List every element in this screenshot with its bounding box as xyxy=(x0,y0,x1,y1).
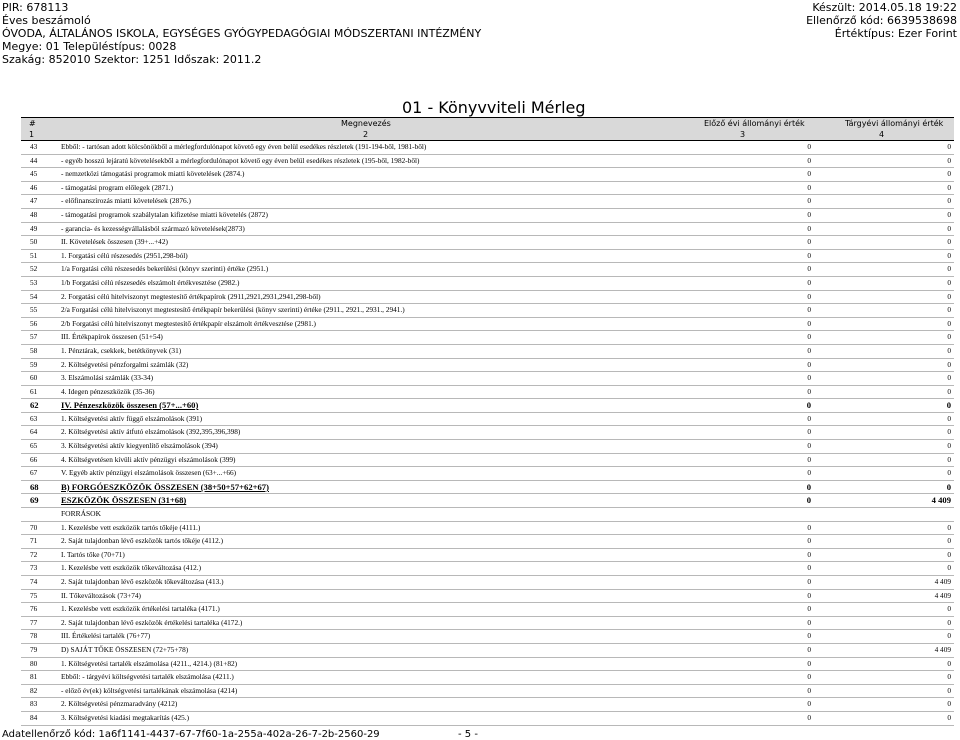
table-row xyxy=(21,671,954,685)
sector-line: Szakág: 852010 Szektor: 1251 Időszak: 2011.2 xyxy=(2,53,262,66)
row-label: V. Egyéb aktív pénzügyi elszámolások összesen (63+...+66) xyxy=(61,468,237,478)
row-number: 57 xyxy=(30,332,38,342)
page-number: - 5 - xyxy=(458,729,478,740)
table-row xyxy=(21,576,954,590)
row-prev-value: 0 xyxy=(807,345,811,355)
row-curr-value: 0 xyxy=(947,631,951,641)
row-number: 54 xyxy=(30,291,38,301)
table-row xyxy=(21,155,954,169)
row-label: 1/b Forgatási célú részesedés elszámolt értékvesztése (2982.) xyxy=(61,277,240,287)
row-label: 1. Forgatási célú részesedés (2951,298-ból) xyxy=(61,250,188,260)
table-row xyxy=(21,399,954,413)
row-number: 77 xyxy=(30,617,38,627)
row-label: 1. Költségvetési tartalék elszámolása (4211., 4214.) (81+82) xyxy=(61,658,238,668)
row-curr-value: 0 xyxy=(947,427,951,437)
row-curr-value: 0 xyxy=(947,386,951,396)
table-body xyxy=(21,141,954,726)
row-label: 1. Költségvetési aktív függő elszámolások (391) xyxy=(61,413,203,423)
row-prev-value: 0 xyxy=(806,495,811,506)
row-label: 2. Forgatási célú hitelviszonyt megtestesítő értékpapírok (2911,2921,2931,2941,298-ből) xyxy=(61,291,321,301)
row-curr-value: 0 xyxy=(947,563,951,573)
row-curr-value: 0 xyxy=(947,373,951,383)
row-prev-value: 0 xyxy=(807,685,811,695)
created-line: Készült: 2014.05.18 19:22 xyxy=(812,1,957,14)
row-number: 52 xyxy=(30,264,38,274)
row-curr-value: 4 409 xyxy=(931,495,951,506)
row-number: 81 xyxy=(30,672,38,682)
row-curr-value: 0 xyxy=(947,250,951,260)
row-label: 2. Saját tulajdonban lévő eszközök értékelési tartaléka (4172.) xyxy=(61,617,243,627)
row-curr-value: 0 xyxy=(947,277,951,287)
institution-name-line: ÓVODA, ÁLTALÁNOS ISKOLA, EGYSÉGES GYÓGYPEDAGÓGIAI MÓDSZERTANI INTÉZMÉNY xyxy=(2,27,482,40)
row-prev-value: 0 xyxy=(807,318,811,328)
row-curr-value: 0 xyxy=(947,522,951,532)
row-prev-value: 0 xyxy=(807,712,811,722)
table-row xyxy=(21,236,954,250)
row-prev-value: 0 xyxy=(807,359,811,369)
row-number: 46 xyxy=(30,182,38,192)
table-row xyxy=(21,386,954,400)
row-prev-value: 0 xyxy=(807,264,811,274)
row-curr-value: 0 xyxy=(947,454,951,464)
row-number: 51 xyxy=(30,250,38,260)
col-index-1: 1 xyxy=(29,130,35,139)
row-label: 1. Pénztárak, csekkek, betétkönyvek (31) xyxy=(61,345,182,355)
row-number: 53 xyxy=(30,277,38,287)
row-label: 2/b Forgatási célú hitelviszonyt megtestesítő értékpapír elszámolt értékvesztése (2981.) xyxy=(61,318,316,328)
row-curr-value: 0 xyxy=(947,658,951,668)
check-code-line: Ellenőrző kód: 6639538698 xyxy=(806,14,957,27)
row-prev-value: 0 xyxy=(807,277,811,287)
row-label: Ebből: - tárgyévi költségvetési tartalék elszámolása (4211.) xyxy=(61,672,234,682)
row-prev-value: 0 xyxy=(807,373,811,383)
row-curr-value: 0 xyxy=(947,712,951,722)
col-header-no: # xyxy=(29,119,36,128)
row-curr-value: 0 xyxy=(947,685,951,695)
row-label: 3. Elszámolási számlák (33-34) xyxy=(61,373,153,383)
row-number: 62 xyxy=(30,400,39,411)
row-curr-value: 4 409 xyxy=(934,644,951,654)
table-row xyxy=(21,454,954,468)
row-label: - támogatási program előlegek (2871.) xyxy=(61,182,174,192)
row-number: 72 xyxy=(30,549,38,559)
row-prev-value: 0 xyxy=(807,413,811,423)
row-curr-value: 0 xyxy=(947,264,951,274)
row-number: 56 xyxy=(30,318,38,328)
row-prev-value: 0 xyxy=(807,617,811,627)
row-curr-value: 0 xyxy=(947,223,951,233)
row-prev-value: 0 xyxy=(806,400,811,411)
row-number: 75 xyxy=(30,590,38,600)
row-label: III. Értékpapírok összesen (51+54) xyxy=(61,332,163,342)
row-number: 63 xyxy=(30,413,38,423)
row-label: 1. Kezelésbe vett eszközök értékelési tartaléka (4171.) xyxy=(61,604,220,614)
table-row xyxy=(21,209,954,223)
row-number: 50 xyxy=(30,237,38,247)
table-row xyxy=(21,263,954,277)
row-prev-value: 0 xyxy=(807,332,811,342)
header-right xyxy=(806,1,957,40)
row-label: ESZKÖZÖK ÖSSZESEN (31+68) xyxy=(61,495,187,506)
table-row xyxy=(21,685,954,699)
table-row xyxy=(21,590,954,604)
row-number: 67 xyxy=(30,468,38,478)
table-row xyxy=(21,630,954,644)
row-curr-value: 0 xyxy=(947,468,951,478)
row-curr-value: 0 xyxy=(946,400,951,411)
table-row xyxy=(21,603,954,617)
table-row xyxy=(21,195,954,209)
table-row xyxy=(21,223,954,237)
table-row xyxy=(21,467,954,481)
table-row xyxy=(21,481,954,495)
row-curr-value: 0 xyxy=(947,169,951,179)
row-curr-value: 4 409 xyxy=(934,590,951,600)
table-row xyxy=(21,562,954,576)
row-curr-value: 0 xyxy=(947,209,951,219)
row-number: 79 xyxy=(30,644,38,654)
row-prev-value: 0 xyxy=(807,590,811,600)
row-curr-value: 0 xyxy=(947,305,951,315)
row-number: 43 xyxy=(30,142,38,151)
row-prev-value: 0 xyxy=(807,386,811,396)
row-prev-value: 0 xyxy=(807,441,811,451)
row-number: 78 xyxy=(30,631,38,641)
row-number: 44 xyxy=(30,155,38,165)
row-prev-value: 0 xyxy=(807,631,811,641)
row-label: - támogatási programok szabálytalan kifizetése miatti követelés (2872) xyxy=(61,209,268,219)
row-prev-value: 0 xyxy=(807,305,811,315)
table-row xyxy=(21,304,954,318)
row-prev-value: 0 xyxy=(807,563,811,573)
table-row xyxy=(21,372,954,386)
row-label: - előfinanszírozás miatti követelések (2876.) xyxy=(61,196,191,206)
row-curr-value: 0 xyxy=(947,142,951,151)
table-row xyxy=(21,535,954,549)
row-curr-value: 0 xyxy=(947,196,951,206)
row-label: 2. Költségvetési aktív átfutó elszámolások (392,395,396,398) xyxy=(61,427,241,437)
row-number: 59 xyxy=(30,359,38,369)
table-row xyxy=(21,250,954,264)
row-number: 47 xyxy=(30,196,38,206)
table-row xyxy=(21,141,954,155)
row-prev-value: 0 xyxy=(807,196,811,206)
table-row xyxy=(21,291,954,305)
row-prev-value: 0 xyxy=(807,291,811,301)
row-number: 73 xyxy=(30,563,38,573)
row-label: 1. Kezelésbe vett eszközök tartós tőkéje (4111.) xyxy=(61,522,201,532)
row-prev-value: 0 xyxy=(807,644,811,654)
row-number: 66 xyxy=(30,454,38,464)
row-prev-value: 0 xyxy=(807,169,811,179)
row-prev-value: 0 xyxy=(807,250,811,260)
row-curr-value: 0 xyxy=(947,413,951,423)
table-row xyxy=(21,413,954,427)
table-row xyxy=(21,658,954,672)
row-curr-value: 0 xyxy=(947,359,951,369)
row-prev-value: 0 xyxy=(807,536,811,546)
table-row xyxy=(21,644,954,658)
row-prev-value: 0 xyxy=(807,155,811,165)
row-label: Ebből: - tartósan adott kölcsönökből a mérlegfordulónapot követő egy éven belül esedékes részletek (191-194-ből, 1981-ből) xyxy=(61,142,427,151)
table-row xyxy=(21,168,954,182)
row-prev-value: 0 xyxy=(807,237,811,247)
row-prev-value: 0 xyxy=(806,481,811,492)
row-number: 69 xyxy=(30,495,39,506)
row-label: 4. Költségvetésen kívüli aktív pénzügyi elszámolások (399) xyxy=(61,454,236,464)
row-prev-value: 0 xyxy=(807,549,811,559)
table-row xyxy=(21,494,954,508)
table-row xyxy=(21,318,954,332)
row-label: 1. Kezelésbe vett eszközök tőkeváltozása (412.) xyxy=(61,563,202,573)
table-row xyxy=(21,277,954,291)
row-number: 60 xyxy=(30,373,38,383)
row-label: - egyéb hosszú lejáratú követelésekből a mérlegfordulónapot követő egy éven belül esedékes részletek (195-ből, 1982-ből) xyxy=(61,155,420,165)
col-index-4: 4 xyxy=(879,130,885,139)
row-number: 61 xyxy=(30,386,38,396)
row-prev-value: 0 xyxy=(807,522,811,532)
col-index-3: 3 xyxy=(740,130,746,139)
row-label: - előző év(ek) költségvetési tartalékának elszámolása (4214) xyxy=(61,685,238,695)
row-prev-value: 0 xyxy=(807,604,811,614)
row-label: 3. Költségvetési aktív kiegyenlítő elszámolások (394) xyxy=(61,441,218,451)
row-curr-value: 0 xyxy=(947,237,951,247)
report-type-line: Éves beszámoló xyxy=(2,14,91,27)
row-number: 49 xyxy=(30,223,38,233)
row-number: 76 xyxy=(30,604,38,614)
page-title: 01 - Könyvviteli Mérleg xyxy=(402,98,586,117)
col-index-2: 2 xyxy=(363,130,369,139)
row-label: B) FORGÓESZKÖZÖK ÖSSZESEN (38+50+57+62+67) xyxy=(61,481,269,492)
table-row xyxy=(21,508,954,522)
row-label: 4. Idegen pénzeszközök (35-36) xyxy=(61,386,155,396)
county-line: Megye: 01 Településtípus: 0028 xyxy=(2,40,177,53)
row-curr-value: 0 xyxy=(947,699,951,709)
row-prev-value: 0 xyxy=(807,699,811,709)
row-label: 3. Költségvetési kiadási megtakarítás (425.) xyxy=(61,712,190,722)
row-number: 71 xyxy=(30,536,38,546)
row-curr-value: 0 xyxy=(947,604,951,614)
table-row xyxy=(21,549,954,563)
row-number: 65 xyxy=(30,441,38,451)
row-label: II. Tőkeváltozások (73+74) xyxy=(61,590,141,600)
row-prev-value: 0 xyxy=(807,658,811,668)
row-label: D) SAJÁT TŐKE ÖSSZESEN (72+75+78) xyxy=(61,644,189,654)
table-row xyxy=(21,440,954,454)
row-curr-value: 0 xyxy=(947,617,951,627)
row-number: 58 xyxy=(30,345,38,355)
row-curr-value: 0 xyxy=(947,345,951,355)
row-curr-value: 0 xyxy=(947,441,951,451)
col-header-prev: Előző évi állományi érték xyxy=(704,119,805,128)
row-label: 2. Saját tulajdonban lévő eszközök tartós tőkéje (4112.) xyxy=(61,536,224,546)
row-prev-value: 0 xyxy=(807,454,811,464)
balance-table xyxy=(21,117,954,726)
row-prev-value: 0 xyxy=(807,468,811,478)
row-label: III. Értékelési tartalék (76+77) xyxy=(61,631,151,641)
row-label: 2. Költségvetési pénzmaradvány (4212) xyxy=(61,699,178,709)
row-label: II. Követelések összesen (39+...+42) xyxy=(61,237,168,247)
row-prev-value: 0 xyxy=(807,209,811,219)
table-row xyxy=(21,331,954,345)
table-row xyxy=(21,522,954,536)
row-label: 1/a Forgatási célú részesedés bekerülési (könyv szerinti) értéke (2951.) xyxy=(61,264,269,274)
row-prev-value: 0 xyxy=(807,223,811,233)
row-number: 83 xyxy=(30,699,38,709)
row-number: 45 xyxy=(30,169,38,179)
validation-code: Adatellenőrző kód: 1a6f1141-4437-67-7f60-1a-255a-402a-26-7-2b-2560-29 xyxy=(2,729,380,740)
row-number: 70 xyxy=(30,522,38,532)
table-row xyxy=(21,359,954,373)
table-row xyxy=(21,698,954,712)
row-prev-value: 0 xyxy=(807,182,811,192)
row-curr-value: 0 xyxy=(947,182,951,192)
pir-line: PIR: 678113 xyxy=(2,1,69,14)
table-row xyxy=(21,712,954,726)
row-prev-value: 0 xyxy=(807,577,811,586)
table-row xyxy=(21,426,954,440)
row-curr-value: 0 xyxy=(947,155,951,165)
table-row xyxy=(21,182,954,196)
row-number: 55 xyxy=(30,305,38,315)
row-curr-value: 0 xyxy=(947,549,951,559)
row-number: 48 xyxy=(30,209,38,219)
row-label: I. Tartós tőke (70+71) xyxy=(61,549,125,559)
row-prev-value: 0 xyxy=(807,427,811,437)
row-curr-value: 0 xyxy=(947,318,951,328)
header-left xyxy=(2,1,481,66)
row-label: 2. Költségvetési pénzforgalmi számlák (32) xyxy=(61,359,189,369)
row-curr-value: 0 xyxy=(947,332,951,342)
row-label: 2. Saját tulajdonban lévő eszközök tőkeváltozása (413.) xyxy=(61,577,224,586)
row-number: 80 xyxy=(30,658,38,668)
table-row xyxy=(21,617,954,631)
col-header-curr: Tárgyévi állományi érték xyxy=(845,119,944,128)
row-curr-value: 0 xyxy=(947,672,951,682)
row-curr-value: 0 xyxy=(946,481,951,492)
row-label: - nemzetközi támogatási programok miatti követelések (2874.) xyxy=(61,169,245,179)
row-number: 74 xyxy=(30,577,38,586)
row-prev-value: 0 xyxy=(807,142,811,151)
row-number: 82 xyxy=(30,685,38,695)
row-label: - garancia- és kezességvállalásból származó követelések(2873) xyxy=(61,223,245,233)
table-row xyxy=(21,345,954,359)
row-label: IV. Pénzeszközök összesen (57+...+60) xyxy=(61,400,199,411)
row-curr-value: 0 xyxy=(947,291,951,301)
table-header xyxy=(21,117,954,141)
row-number: 64 xyxy=(30,427,38,437)
row-curr-value: 0 xyxy=(947,536,951,546)
row-prev-value: 0 xyxy=(807,672,811,682)
row-number: 68 xyxy=(30,481,39,492)
row-curr-value: 4 409 xyxy=(934,577,951,586)
col-header-name: Megnevezés xyxy=(341,119,391,128)
row-label: 2/a Forgatási célú hitelviszonyt megtestesítő értékpapír bekerülési (könyv szerinti) értéke (2911., 2921., 2931., 2941.) xyxy=(61,305,405,315)
row-number: 84 xyxy=(30,712,38,722)
row-label: FORRÁSOK xyxy=(61,509,102,519)
value-type-line: Értéktípus: Ezer Forint xyxy=(834,27,957,40)
